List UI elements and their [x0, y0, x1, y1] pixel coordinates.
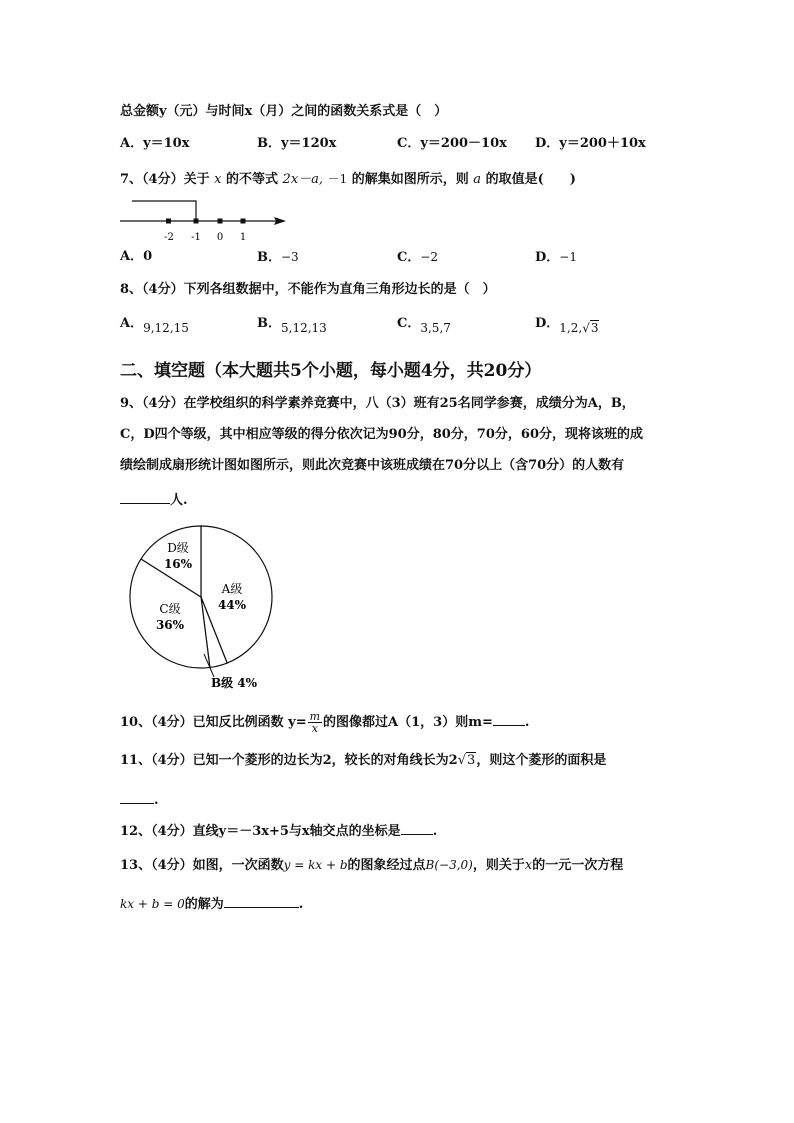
sqrt-symbol: √3: [582, 321, 599, 335]
pie-chart: [120, 522, 280, 697]
q7-mid: 的不等式: [226, 172, 279, 187]
q7-prefix: 7、（4分）关于: [120, 172, 210, 187]
q7-suffix: 的取值是( ): [485, 172, 576, 187]
q10-stem: 10、（4分）已知反比例函数 y= $\frac{m}{x}$ 的图像都过A（1，3）则m= .: [120, 710, 530, 735]
pie-value-d: 16%: [163, 557, 193, 571]
q11-answer-line: .: [120, 789, 159, 810]
q8-option-d: D．1,2,√3: [535, 316, 599, 335]
section-heading-fill-in: 二、填空题（本大题共5个小题，每小题4分，共20分）: [120, 361, 542, 381]
q6-option-d: D．y＝200＋10x: [535, 136, 646, 151]
pie-label-d: D级: [167, 541, 189, 555]
q8-option-c: C．3,5,7: [397, 316, 451, 335]
q7-expr: 2x－a,: [282, 172, 324, 187]
q6-option-b: B．y＝120x: [257, 136, 337, 151]
tick-mark-neg2: [166, 219, 171, 224]
q9-answer-blank: [120, 489, 170, 504]
tick-label-1: 1: [239, 232, 247, 243]
pie-value-a: 44%: [217, 598, 247, 612]
q8-option-a: A．9,12,15: [120, 316, 189, 335]
pie-value-c: 36%: [155, 618, 185, 632]
q10-answer-blank: [493, 711, 525, 726]
q7-mid2: 的解集如图所示，则: [351, 172, 469, 187]
q6-option-a: A．y＝10x: [120, 136, 190, 151]
tick-mark-1: [241, 219, 246, 224]
q13-answer-blank: [224, 893, 299, 908]
q8-stem: 8、（4分）下列各组数据中，不能作为直角三角形边长的是（ ）: [120, 282, 496, 297]
q12-stem: 12、（4分）直线y＝－3x+5与x轴交点的坐标是 .: [120, 820, 437, 841]
q12-answer-blank: [401, 820, 433, 835]
number-line-figure: [118, 194, 294, 248]
pie-label-c: C级: [159, 602, 181, 616]
tick-label-0: 0: [216, 232, 224, 243]
q11-stem: 11、（4分）已知一个菱形的边长为2，较长的对角线长为2√3，则这个菱形的面积是: [120, 753, 607, 768]
q7-var-x: x: [214, 172, 222, 187]
pie-callout-b: B级 4%: [210, 676, 258, 690]
q9-line3: 绩绘制成扇形统计图如图所示，则此次竞赛中该班成绩在70分以上（含70分）的人数有: [120, 458, 625, 473]
sqrt-symbol: √3: [457, 753, 476, 768]
q6-stem-tail: 总金额y（元）与时间x（月）之间的函数关系式是（ ）: [120, 104, 448, 119]
fraction-m-over-x: $\frac{m}{x}$: [309, 710, 321, 735]
tick-mark-neg1: [194, 219, 199, 224]
q11-answer-blank: [120, 789, 154, 804]
q7-expr2: －1: [327, 172, 348, 186]
q7-option-c: C．−2: [397, 250, 439, 265]
q13-answer-line: kx + b = 0的解为 .: [120, 893, 303, 914]
q9-line1: 9、（4分）在学校组织的科学素养竞赛中，八（3）班有25名同学参赛，成绩分为A，B，: [120, 396, 635, 411]
tick-label-neg2: -2: [164, 232, 174, 243]
q6-option-c: C．y＝200－10x: [397, 136, 507, 151]
solution-bracket: [132, 201, 196, 221]
q13-stem: 13、（4分）如图，一次函数y = kx + b的图象经过点B(−3,0)，则关于x的一元一次方程: [120, 858, 624, 873]
tick-label-neg1: -1: [191, 232, 201, 243]
q8-option-b: B．5,12,13: [257, 316, 327, 335]
q7-option-b: B．−3: [257, 250, 299, 265]
q7-option-d: D．−1: [535, 250, 577, 265]
q9-line4: 人.: [120, 489, 188, 510]
q9-line2: C，D四个等级，其中相应等级的得分依次记为90分，80分，70分，60分，现将该班的成: [120, 427, 643, 442]
q7-stem: [120, 170, 576, 189]
q7-var-a: a: [473, 172, 482, 187]
tick-mark-0: [218, 219, 223, 224]
pie-label-a: A级: [221, 582, 243, 596]
q7-option-a: A．0: [120, 249, 153, 264]
